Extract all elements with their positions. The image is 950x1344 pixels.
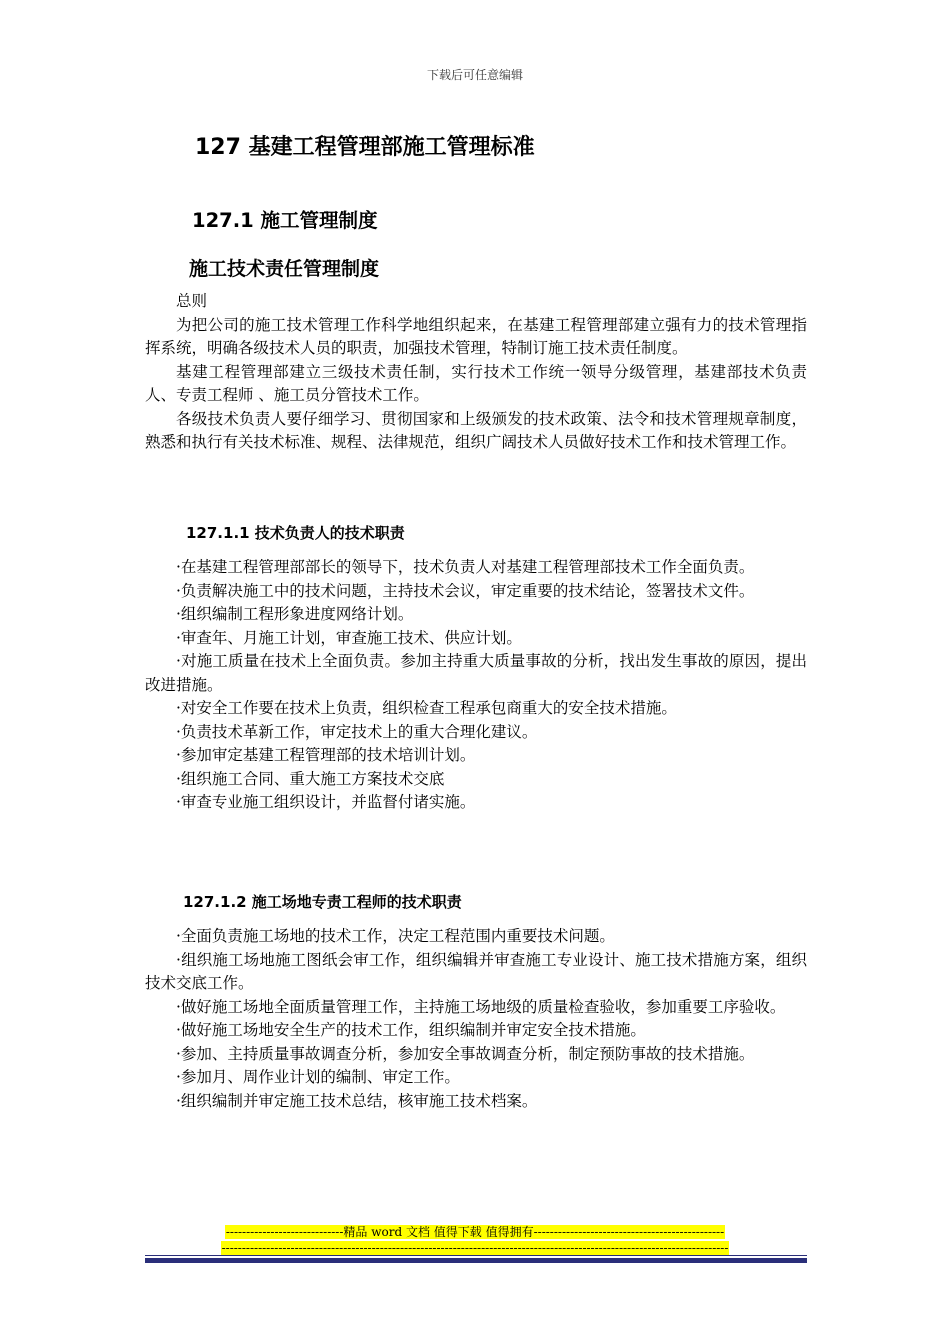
list-item: ·对施工质量在技术上全面负责。参加主持重大质量事故的分析，找出发生事故的原因，提出改进措施。 xyxy=(145,652,807,694)
paragraph: 为把公司的施工技术管理工作科学地组织起来，在基建工程管理部建立强有力的技术管理指挥系统，明确各级技术人员的职责，加强技术管理，特制订施工技术责任制度。 xyxy=(145,315,807,357)
list-item: ·审查年、月施工计划，审查施工技术、供应计划。 xyxy=(176,628,522,647)
list-item: ·组织编制并审定施工技术总结，核审施工技术档案。 xyxy=(176,1091,538,1110)
list-item: ·参加月、周作业计划的编制、审定工作。 xyxy=(176,1068,460,1086)
document-title: 127 基建工程管理部施工管理标准 xyxy=(195,135,535,160)
paragraph: 基建工程管理部建立三级技术责任制，实行技术工作统一领导分级管理，基建部技术负责人、专责工程师 、施工员分管技术工作。 xyxy=(145,362,807,404)
list-item: ·组织施工场地施工图纸会审工作，组织编辑并审查施工专业设计、施工技术措施方案，组织技术交底工作。 xyxy=(145,950,807,992)
list-item: ·做好施工场地全面质量管理工作，主持施工场地级的质量检查验收，参加重要工序验收。 xyxy=(176,997,786,1016)
list-item: ·负责解决施工中的技术问题，主持技术会议，审定重要的技术结论，签署技术文件。 xyxy=(176,581,755,600)
list-item: ·参加、主持质量事故调查分析，参加安全事故调查分析，制定预防事故的技术措施。 xyxy=(176,1044,755,1063)
list-item: ·在基建工程管理部部长的领导下，技术负责人对基建工程管理部技术工作全面负责。 xyxy=(176,558,755,576)
footer-rule xyxy=(145,1258,807,1263)
header-note: 下载后可任意编辑 xyxy=(426,68,523,82)
list-item: ·参加审定基建工程管理部的技术培训计划。 xyxy=(176,746,476,764)
subsection-heading: 施工技术责任管理制度 xyxy=(189,258,380,280)
list-item: ·全面负责施工场地的技术工作，决定工程范围内重要技术问题。 xyxy=(176,927,615,945)
list-item: ·审查专业施工组织设计，并监督付诸实施。 xyxy=(176,793,476,811)
list-item: ·对安全工作要在技术上负责，组织检查工程承包商重大的安全技术措施。 xyxy=(176,699,677,717)
list-item: ·组织施工合同、重大施工方案技术交底 xyxy=(176,769,445,788)
list-item: ·做好施工场地安全生产的技术工作，组织编制并审定安全技术措施。 xyxy=(176,1021,646,1039)
footer-rule-thin xyxy=(145,1255,807,1256)
sub2-list xyxy=(145,925,807,1113)
intro-block xyxy=(145,290,807,455)
list-item: ·负责技术革新工作，审定技术上的重大合理化建议。 xyxy=(176,722,538,741)
list-item: ·组织编制工程形象进度网络计划。 xyxy=(176,605,414,623)
sub1-heading: 127.1.1 技术负责人的技术职责 xyxy=(186,524,405,542)
footer-banner xyxy=(0,1224,950,1240)
footer-dash-line xyxy=(0,1240,950,1256)
footer-dash-text: ----------------------------------------------------------------------------------------------------------------------------- xyxy=(221,1241,729,1255)
paragraph: 总则 xyxy=(176,292,208,310)
sub2-heading: 127.1.2 施工场地专责工程师的技术职责 xyxy=(183,893,462,911)
footer-banner-text: -----------------------------精品 word 文档 值得下载 值得拥有----------------------------------------------- xyxy=(225,1225,725,1239)
section-heading: 127.1 施工管理制度 xyxy=(192,209,378,232)
paragraph: 各级技术负责人要仔细学习、贯彻国家和上级颁发的技术政策、法令和技术管理规章制度，熟悉和执行有关技术标准、规程、法律规范，组织广阔技术人员做好技术工作和技术管理工作。 xyxy=(145,409,807,451)
sub1-list xyxy=(145,556,807,815)
